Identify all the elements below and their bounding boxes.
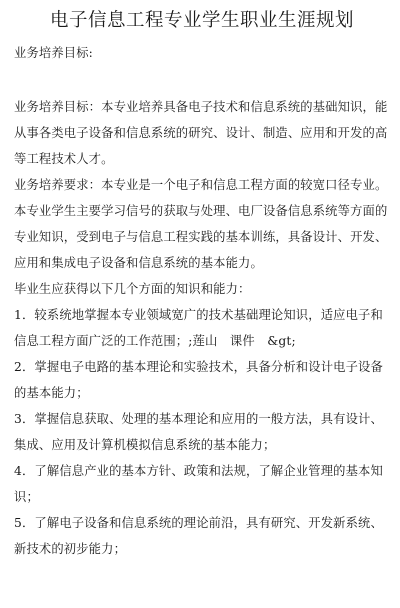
blank-space bbox=[14, 66, 390, 94]
list-item-1: 1．较系统地掌握本专业领域宽广的技术基础理论知识，适应电子和信息工程方面广泛的工作范围；;莲山 课件 &gt; bbox=[14, 308, 383, 348]
list-item-3: 3．掌握信息获取、处理的基本理论和应用的一般方法，具有设计、集成、应用及计算机模拟信息系统的基本能力； bbox=[14, 412, 383, 452]
list-item-5: 5．了解电子设备和信息系统的理论前沿，具有研究、开发新系统、新技术的初步能力； bbox=[14, 516, 383, 556]
list-item-4: 4．了解信息产业的基本方针、政策和法规，了解企业管理的基本知识； bbox=[14, 464, 383, 504]
list-item-2: 2．掌握电子电路的基本理论和实验技术，具备分析和设计电子设备的基本能力； bbox=[14, 360, 383, 400]
paragraph-training-goal: 业务培养目标：本专业培养具备电子技术和信息系统的基础知识，能从事各类电子设备和信息系统的研究、设计、制造、应用和开发的高等工程技术人才。 bbox=[14, 100, 388, 166]
paragraph-training-requirements: 业务培养要求：本专业是一个电子和信息工程方面的较宽口径专业。本专业学生主要学习信号的获取与处理、电厂设备信息系统等方面的专业知识，受到电子与信息工程实践的基本训练，具备设计、开发、应用和集成电子设备和信息系统的基本能力。 bbox=[14, 178, 388, 270]
section-heading: 业务培养目标: bbox=[14, 46, 93, 60]
paragraph-graduate-abilities-intro: 毕业生应获得以下几个方面的知识和能力： bbox=[14, 282, 251, 296]
document-title: 电子信息工程专业学生职业生涯规划 bbox=[49, 10, 354, 31]
